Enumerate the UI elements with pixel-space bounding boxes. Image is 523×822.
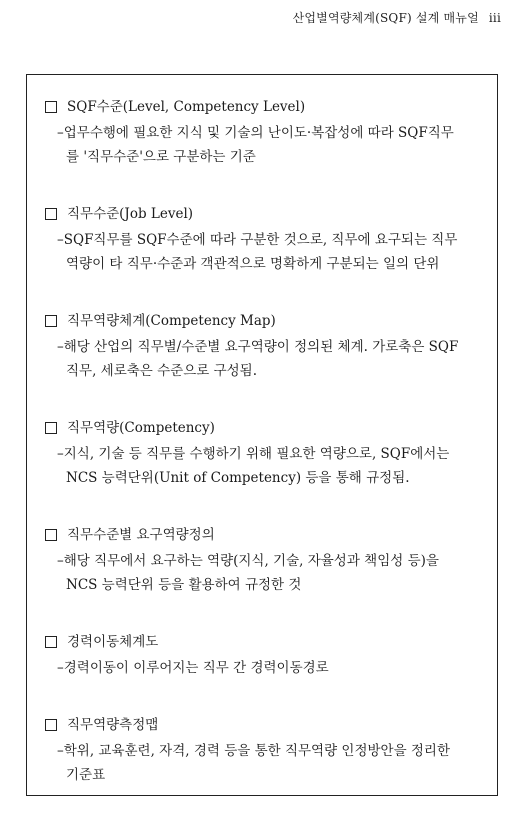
term-heading xyxy=(45,632,485,652)
term-item xyxy=(45,715,485,787)
term-title: 직무역량(Competency) xyxy=(67,420,215,436)
term-definition: –경력이동이 이루어지는 직무 간 경력이동경로 xyxy=(57,660,329,676)
term-title: 직무역량측정맵 xyxy=(67,717,159,733)
term-definition: –SQF직무를 SQF수준에 따라 구분한 것으로, 직무에 요구되는 직무 역량이 타 직무·수준과 객관적으로 명확하게 구분되는 일의 단위 xyxy=(57,232,458,272)
term-heading xyxy=(45,525,485,545)
term-heading xyxy=(45,715,485,735)
checkbox-icon xyxy=(45,529,57,541)
glossary-box xyxy=(26,74,498,796)
checkbox-icon xyxy=(45,208,57,220)
term-item xyxy=(45,418,485,490)
term-item xyxy=(45,204,485,276)
term-definition: –업무수행에 필요한 지식 및 기술의 난이도·복잡성에 따라 SQF직무 를 '직무수준'으로 구분하는 기준 xyxy=(57,125,454,165)
term-title: 직무역량체계(Competency Map) xyxy=(67,313,276,329)
checkbox-icon xyxy=(45,636,57,648)
term-definition: –해당 산업의 직무별/수준별 요구역량이 정의된 체계. 가로축은 SQF 직무, 세로축은 수준으로 구성됨. xyxy=(57,339,459,379)
term-heading xyxy=(45,97,485,117)
term-definition: –학위, 교육훈련, 자격, 경력 등을 통한 직무역량 인정방안을 정리한 기준표 xyxy=(57,743,451,783)
checkbox-icon xyxy=(45,719,57,731)
term-definition: –해당 직무에서 요구하는 역량(지식, 기술, 자율성과 책임성 등)을 NCS 능력단위 등을 활용하여 규정한 것 xyxy=(57,553,439,593)
term-item xyxy=(45,97,485,169)
term-list xyxy=(45,97,485,822)
term-heading xyxy=(45,418,485,438)
term-item xyxy=(45,525,485,597)
running-header xyxy=(293,9,501,26)
term-title: SQF수준(Level, Competency Level) xyxy=(67,99,306,115)
term-heading xyxy=(45,204,485,224)
term-title: 직무수준(Job Level) xyxy=(67,206,194,222)
page-number: iii xyxy=(488,11,501,25)
checkbox-icon xyxy=(45,101,57,113)
term-title: 직무수준별 요구역량정의 xyxy=(67,527,215,543)
manual-title: 산업별역량체계(SQF) 설계 매뉴얼 xyxy=(292,11,479,25)
term-title: 경력이동체계도 xyxy=(67,634,159,650)
term-definition: –지식, 기술 등 직무를 수행하기 위해 필요한 역량으로, SQF에서는 NCS 능력단위(Unit of Competency) 등을 통해 규정됨. xyxy=(57,446,450,486)
term-item xyxy=(45,311,485,383)
term-heading xyxy=(45,311,485,331)
term-item xyxy=(45,632,485,680)
checkbox-icon xyxy=(45,315,57,327)
checkbox-icon xyxy=(45,422,57,434)
